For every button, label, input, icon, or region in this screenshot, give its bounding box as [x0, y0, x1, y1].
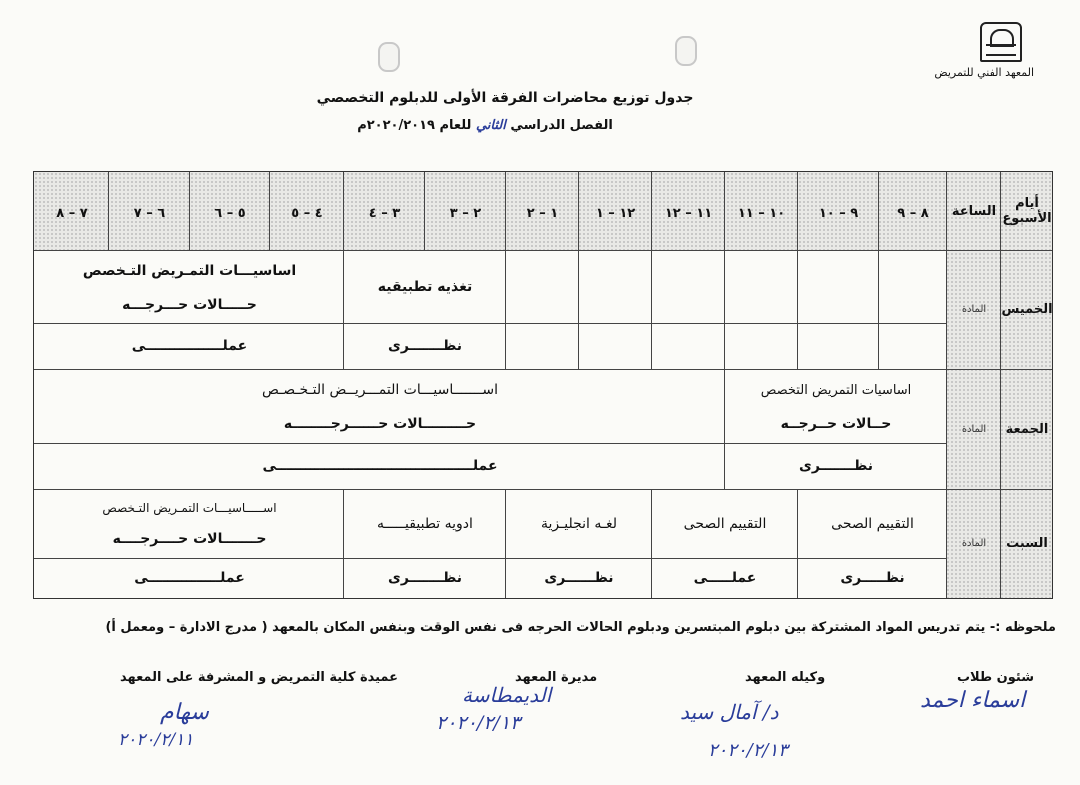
day-saturday: السبت	[1006, 536, 1048, 551]
time-slot: ٧ – ٨	[56, 205, 88, 221]
sig-hand-vice-dean: د/ آمال سيد	[680, 700, 779, 724]
time-slot: ١٢ – ١	[595, 205, 636, 221]
fri-subject-2b: حـــــــــالات حــــــرجــــــــه	[283, 416, 477, 432]
sig-title-student-affairs: شئون طلاب	[956, 670, 1034, 685]
sig-date-director: ٢٠٢٠/٢/١٣	[436, 712, 521, 734]
punch-hole	[675, 36, 697, 66]
time-slot: ٥ – ٦	[214, 205, 246, 221]
punch-hole	[378, 42, 400, 72]
footnote: ملحوظه :- يتم تدريس المواد المشتركة بين دبلوم المبتسرين ودبلوم الحالات الحرجه فى نفس الوقت وبنفس المكان بالمعهد ( مدرج الادارة – ومعمل أ)	[105, 620, 1056, 635]
institute-name: المعهد الفني للتمريض	[934, 66, 1034, 79]
fri-subject-1: اساسيات التمريض التخصص	[760, 382, 912, 398]
sig-hand-dean: سهام	[160, 700, 209, 725]
subject-label: المادة	[961, 423, 987, 435]
sat-type-5: عملـــــــــــــــى	[134, 570, 245, 586]
sat-type-3: نظــــــرى	[544, 570, 614, 586]
time-slot: ٢ – ٣	[449, 205, 482, 221]
time-slot: ٩ – ١٠	[818, 205, 859, 221]
schedule-table	[33, 171, 1053, 599]
time-slot: ٦ – ٧	[133, 205, 166, 221]
fri-subject-1b: حــالات حــرجــه	[780, 416, 892, 432]
sat-type-4: نظـــــــرى	[388, 570, 462, 586]
sig-date-vice-dean: ٢٠٢٠/٢/١٣	[708, 740, 788, 761]
subject-label: المادة	[961, 538, 987, 549]
page-title: جدول توزيع محاضرات الفرقة الأولى للدبلوم التخصصي	[316, 90, 694, 106]
thu-type-1: نظـــــــرى	[388, 338, 462, 354]
sig-hand-student-affairs: اسماء احمد	[920, 688, 1026, 713]
fri-subject-2: اســـــــاسيـــات التمـــريــض التـخـصـص	[262, 382, 498, 398]
col-header-days: أيام الأسبوع	[1002, 196, 1052, 226]
thu-subject-2: اساسيـــات التمـريض التـخصص	[82, 263, 297, 279]
day-thursday: الخميس	[1001, 302, 1053, 317]
thu-subject-2b: حـــــالات حـــرجـــه	[122, 297, 257, 313]
thu-subject-1: تغذيه تطبيقيه	[377, 278, 473, 295]
fri-type-1: نظـــــــرى	[799, 458, 873, 474]
time-slot: ١١ – ١٢	[664, 205, 713, 221]
day-friday: الجمعة	[1005, 421, 1049, 437]
time-slot: ٨ – ٩	[897, 205, 929, 221]
institute-logo-icon	[980, 22, 1022, 62]
sig-hand-director: الديمطاسة	[462, 683, 552, 707]
sig-date-dean: ٢٠٢٠/٢/١١	[118, 730, 194, 750]
thu-type-2: عملــــــــــــــــى	[131, 338, 248, 354]
sat-subject-4: ادويه تطبيقيـــــه	[377, 515, 473, 532]
subject-label: المادة	[961, 304, 987, 315]
sig-title-dean: عميدة كلية التمريض و المشرفة على المعهد	[120, 670, 399, 685]
fri-type-2: عملـــــــــــــــــــــــــــــــــــــــــى	[262, 458, 498, 474]
time-slot: ١ – ٢	[526, 205, 559, 221]
sig-title-vice-dean: وكيله المعهد	[745, 670, 826, 685]
sat-subject-5: اســـــاسيـــات التمـريض التـخصص	[102, 501, 277, 515]
page-subtitle: الفصل الدراسي الثاني للعام ٢٠٢٠/٢٠١٩م	[357, 118, 613, 133]
sat-subject-5b: حـــــــالات حــــرجــــه	[112, 531, 267, 547]
time-slot: ٤ – ٥	[291, 205, 323, 221]
sat-type-1: نظـــــرى	[840, 570, 905, 586]
sig-title-director: مديرة المعهد	[515, 670, 598, 685]
sat-subject-1: التقييم الصحى	[831, 515, 914, 532]
time-slot: ١٠ – ١١	[737, 205, 786, 221]
sat-subject-3: لغـه انجليـزية	[541, 515, 617, 532]
col-header-hour: الساعة	[951, 203, 997, 219]
sat-subject-2: التقييم الصحى	[683, 515, 767, 532]
time-slot: ٣ – ٤	[368, 205, 401, 221]
sat-type-2: عملـــــى	[693, 570, 757, 586]
